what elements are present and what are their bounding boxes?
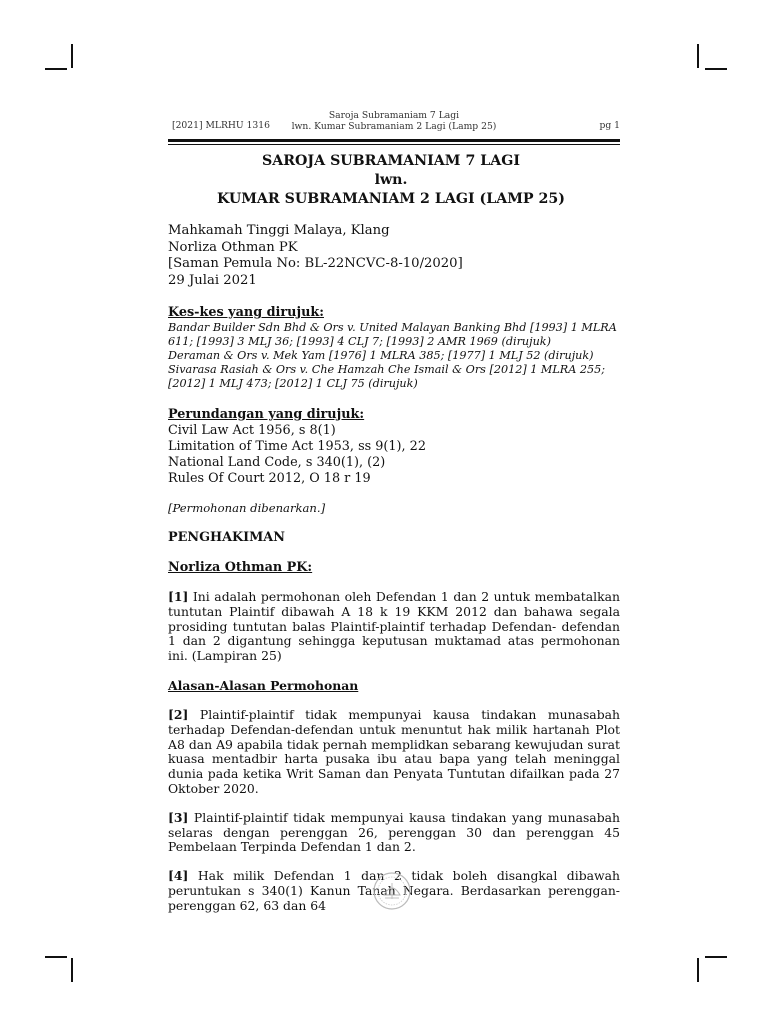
cases-referred-heading: Kes-kes yang dirujuk: bbox=[168, 305, 324, 320]
page-number: pg 1 bbox=[599, 120, 620, 131]
judgment-date: 29 Julai 2021 bbox=[168, 272, 257, 288]
legislation-referred-section bbox=[168, 407, 620, 487]
running-title-line1: Saroja Subramaniam 7 Lagi bbox=[328, 110, 460, 121]
citation: [2021] MLRHU 1316 bbox=[172, 120, 270, 131]
case-ref-line: Deraman & Ors v. Mek Yam [1976] 1 MLRA 385; [1977] 1 MLJ 52 (dirujuk) bbox=[168, 349, 594, 362]
paragraph-text: Ini adalah permohonan oleh Defendan 1 dan 2 untuk membatalkan tuntutan Plaintif dibawah A 18 k 19 KKM 2012 dan bahawa segala prosiding tuntutan balas Plaintif-plaintif terhadap Defendan- defendan 1 dan 2 digantung sehingga keputusan muktamad atas permohonan ini. (Lampiran 25) bbox=[168, 589, 620, 664]
legislation-line: National Land Code, s 340(1), (2) bbox=[168, 455, 386, 470]
paragraph-3 bbox=[168, 811, 620, 855]
cases-referred-list bbox=[168, 321, 620, 391]
judgment-heading: PENGHAKIMAN bbox=[168, 530, 285, 545]
case-meta bbox=[168, 223, 620, 289]
case-ref-line: [2012] 1 MLJ 473; [2012] 1 CLJ 75 (dirujuk) bbox=[168, 377, 418, 390]
court-seal-icon bbox=[372, 871, 412, 911]
grounds-subheading: Alasan-Alasan Permohonan bbox=[168, 677, 359, 693]
paragraph-text: Plaintif-plaintif tidak mempunyai kausa tindakan yang munasabah selaras dengan perenggan 26, perenggan 30 dan perenggan 45 Pembelaan Terpinda Defendan 1 dan 2. bbox=[168, 809, 620, 855]
paragraph-number: [4] bbox=[168, 868, 189, 884]
crop-mark-top-left-horizontal bbox=[45, 68, 67, 70]
header-rule-thick bbox=[168, 139, 620, 142]
legislation-line: Civil Law Act 1956, s 8(1) bbox=[168, 423, 336, 438]
paragraph-number: [2] bbox=[168, 706, 189, 722]
court-name: Mahkamah Tinggi Malaya, Klang bbox=[168, 223, 390, 238]
paragraph-2 bbox=[168, 708, 620, 797]
document-body bbox=[168, 152, 620, 914]
legislation-heading: Perundangan yang dirujuk: bbox=[168, 407, 365, 422]
crop-mark-top-right-horizontal bbox=[705, 68, 727, 70]
paragraph-text: Plaintif-plaintif tidak mempunyai kausa tindakan munasabah terhadap Defendan-defendan untuk menuntut hak milik hartanah Plot A8 dan A9 apabila tidak pernah memplidkan sebarang kewujudan surat kuasa mentadbir harta pusaka ibu atau bapa yang telah meninggal dunia pada ketika Writ Saman dan Penyata Tuntutan difailkan pada 27 Oktober 2020. bbox=[168, 706, 620, 796]
legislation-line: Rules Of Court 2012, O 18 r 19 bbox=[168, 471, 371, 486]
header-rule-thin bbox=[168, 144, 620, 145]
crop-mark-bottom-right-vertical bbox=[697, 958, 699, 982]
disposition: [Permohonan dibenarkan.] bbox=[168, 501, 326, 515]
paragraph-number: [1] bbox=[168, 589, 189, 604]
running-header bbox=[168, 110, 620, 132]
case-title bbox=[162, 152, 620, 209]
case-title-line2: lwn. bbox=[374, 172, 408, 188]
running-title bbox=[168, 110, 620, 132]
legislation-line: Limitation of Time Act 1953, ss 9(1), 22 bbox=[168, 439, 426, 454]
paragraph-number: [3] bbox=[168, 809, 189, 825]
judge-name: Norliza Othman PK bbox=[168, 239, 298, 255]
paragraph-1 bbox=[168, 590, 620, 664]
crop-mark-top-right-vertical bbox=[697, 44, 699, 68]
judge-heading: Norliza Othman PK: bbox=[168, 560, 313, 575]
crop-mark-top-left-vertical bbox=[71, 44, 73, 68]
crop-mark-bottom-right-horizontal bbox=[705, 956, 727, 958]
paragraph-text: Hak milik Defendan 1 dan 2 tidak boleh disangkal dibawah peruntukan s 340(1) Kanun Tanah Negara. Berdasarkan perenggan-perenggan 62, 63 dan 64 bbox=[168, 868, 620, 913]
case-ref-line: 611; [1993] 3 MLJ 36; [1993] 4 CLJ 7; [1993] 2 AMR 1969 (dirujuk) bbox=[168, 335, 551, 348]
case-number: [Saman Pemula No: BL-22NCVC-8-10/2020] bbox=[168, 256, 463, 271]
case-ref-line: Bandar Builder Sdn Bhd & Ors v. United Malayan Banking Bhd [1993] 1 MLRA bbox=[168, 321, 617, 334]
case-title-line3: KUMAR SUBRAMANIAM 2 LAGI (LAMP 25) bbox=[217, 191, 565, 207]
crop-mark-bottom-left-horizontal bbox=[45, 956, 67, 958]
case-title-line1: SAROJA SUBRAMANIAM 7 LAGI bbox=[262, 153, 520, 169]
running-title-line2: lwn. Kumar Subramaniam 2 Lagi (Lamp 25) bbox=[291, 121, 497, 132]
case-ref-line: Sivarasa Rasiah & Ors v. Che Hamzah Che Ismail & Ors [2012] 1 MLRA 255; bbox=[168, 363, 605, 376]
crop-mark-bottom-left-vertical bbox=[71, 958, 73, 982]
cases-referred-section bbox=[168, 305, 620, 391]
